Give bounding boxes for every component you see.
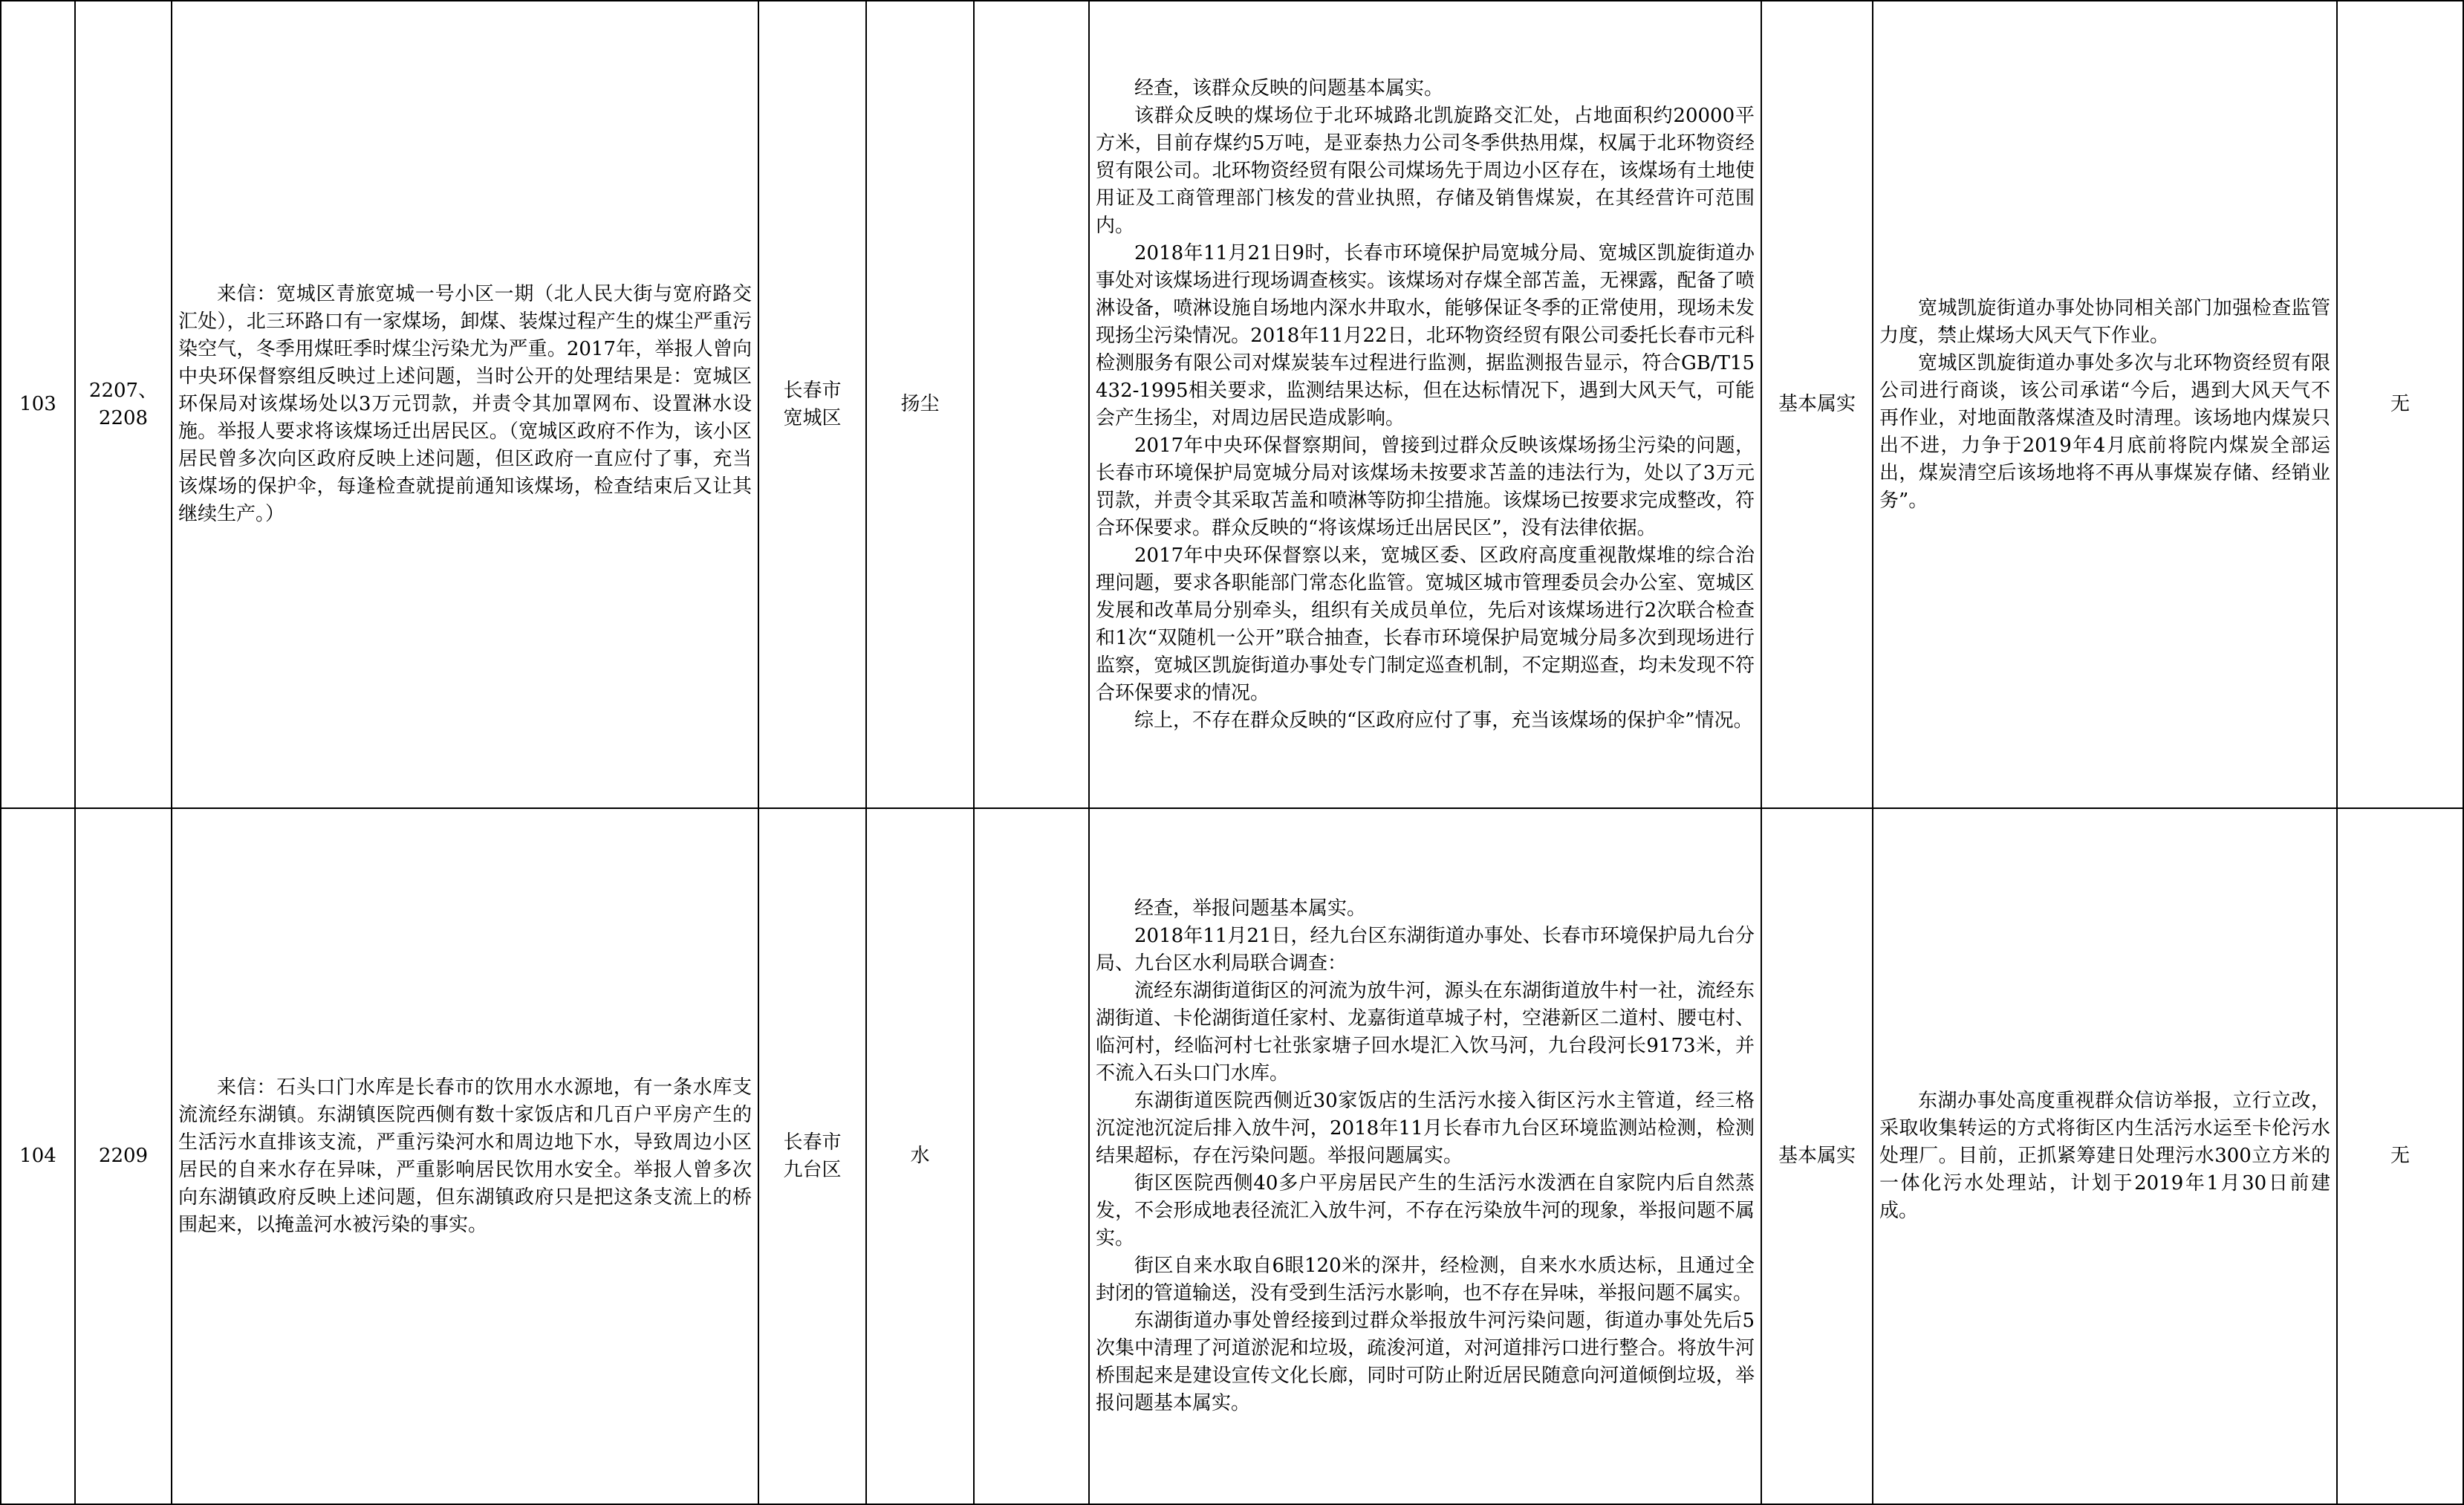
- table-row: [1, 1, 2464, 808]
- handling-paragraph: 东湖办事处高度重视群众信访举报，立行立改，采取收集转运的方式将街区内生活污水运至卡伦污水处理厂。目前，正抓紧筹建日处理污水300立方米的一体化污水处理站，计划于2019年1月30日前建成。: [1879, 1090, 2330, 1222]
- complaint-text: 来信：石头口门水库是长春市的饮用水水源地，有一条水库支流流经东湖镇。东湖镇医院西侧有数十家饭店和几百户平房产生的生活污水直排该支流，严重污染河水和周边地下水，导致周边小区居民的自来水存在异味，严重影响居民饮用水安全。举报人曾多次向东湖镇政府反映上述问题，但东湖镇政府只是把这条支流上的桥围起来，以掩盖河水被污染的事实。: [178, 1076, 752, 1236]
- investigation-paragraph: 2017年中央环保督察以来，宽城区委、区政府高度重视散煤堆的综合治理问题，要求各职能部门常态化监管。宽城区城市管理委员会办公室、宽城区发展和改革局分别牵头，组织有关成员单位，先后对该煤场进行2次联合检查和1次“双随机一公开”联合抽查，长春市环境保护局宽城分局多次到现场进行监察，宽城区凯旋街道办事处专门制定巡查机制，不定期巡查，均未发现不符合环保要求的情况。: [1096, 544, 1755, 704]
- case-id-cell: [75, 808, 172, 1504]
- accountability: 无: [2337, 808, 2463, 1504]
- investigation-paragraph: 街区医院西侧40多户平房居民产生的生活污水泼洒在自家院内后自然蒸发，不会形成地表径流汇入放牛河，不存在污染放牛河的现象，举报问题不属实。: [1096, 1172, 1755, 1249]
- investigation-paragraph: 2017年中央环保督察期间，曾接到过群众反映该煤场扬尘污染的问题，长春市环境保护局宽城分局对该煤场未按要求苫盖的违法行为，处以了3万元罚款，并责令其采取苫盖和喷淋等防抑尘措施。该煤场已按要求完成整改，符合环保要求。群众反映的“将该煤场迁出居民区”，没有法律依据。: [1096, 434, 1755, 539]
- blank-cell: [974, 808, 1089, 1504]
- investigation-cell: [1089, 1, 1761, 808]
- district-cell: [758, 1, 866, 808]
- finding-status: 基本属实: [1761, 1, 1873, 808]
- district-cell: [758, 808, 866, 1504]
- investigation-paragraph: 东湖街道办事处曾经接到过群众举报放牛河污染问题，街道办事处先后5次集中清理了河道淤泥和垃圾，疏浚河道，对河道排污口进行整合。将放牛河桥围起来是建设宣传文化长廊，同时可防止附近居民随意向河道倾倒垃圾，举报问题基本属实。: [1096, 1310, 1755, 1414]
- complaint-text: 来信：宽城区青旅宽城一号小区一期（北人民大街与宽府路交汇处），北三环路口有一家煤场，卸煤、装煤过程产生的煤尘严重污染空气，冬季用煤旺季时煤尘污染尤为严重。2017年，举报人曾向中央环保督察组反映过上述问题，当时公开的处理结果是：宽城区环保局对该煤场处以3万元罚款，并责令其加罩网布、设置淋水设施。举报人要求将该煤场迁出居民区。（宽城区政府不作为，该小区居民曾多次向区政府反映上述问题，但区政府一直应付了事，充当该煤场的保护伞，每逢检查就提前通知该煤场，检查结束后又让其继续生产。）: [178, 283, 752, 525]
- investigation-paragraph: 经查，该群众反映的问题基本属实。: [1134, 77, 1444, 100]
- investigation-cell: [1089, 808, 1761, 1504]
- investigation-paragraph: 东湖街道医院西侧近30家饭店的生活污水接入街区污水主管道，经三格沉淀池沉淀后排入放牛河，2018年11月长春市九台区环境监测站检测，检测结果超标，存在污染问题。举报问题属实。: [1096, 1090, 1755, 1167]
- case-id: 2207、: [88, 379, 158, 402]
- district-name: 宽城区: [783, 406, 842, 429]
- district-name: 九台区: [783, 1158, 842, 1181]
- investigation-paragraph: 街区自来水取自6眼120米的深井，经检测，自来水水质达标，且通过全封闭的管道输送，没有受到生活污水影响，也不存在异味，举报问题不属实。: [1096, 1255, 1755, 1304]
- investigation-paragraph: 该群众反映的煤场位于北环城路北凯旋路交汇处，占地面积约20000平方米，目前存煤约5万吨，是亚泰热力公司冬季供热用煤，权属于北环物资经贸有限公司。北环物资经贸有限公司煤场先于周边小区存在，该煤场有土地使用证及工商管理部门核发的营业执照，存储及销售煤炭，在其经营许可范围内。: [1096, 104, 1755, 237]
- district-city: 长春市: [783, 379, 842, 402]
- case-id: 2209: [98, 1145, 149, 1167]
- pollution-type: 水: [866, 808, 974, 1504]
- complaint-content-cell: [172, 1, 758, 808]
- investigation-paragraph: 经查，举报问题基本属实。: [1134, 897, 1367, 920]
- case-id-cell: [75, 1, 172, 808]
- handling-cell: [1873, 1, 2337, 808]
- handling-paragraph: 宽城凯旋街道办事处协同相关部门加强检查监管力度，禁止煤场大风天气下作业。: [1879, 296, 2330, 347]
- case-id: 2208: [98, 406, 149, 429]
- complaint-content-cell: [172, 808, 758, 1504]
- district-city: 长春市: [783, 1131, 842, 1154]
- blank-cell: [974, 1, 1089, 808]
- investigation-paragraph: 2018年11月21日9时，长春市环境保护局宽城分局、宽城区凯旋街道办事处对该煤场进行现场调查核实。该煤场对存煤全部苫盖，无裸露，配备了喷淋设备，喷淋设施自场地内深水井取水，能够保证冬季的正常使用，现场未发现扬尘污染情况。2018年11月22日，北环物资经贸有限公司委托长春市元科检测服务有限公司对煤炭装车过程进行监测，据监测报告显示，符合GB/T15432-1995相关要求，监测结果达标，但在达标情况下，遇到大风天气，可能会产生扬尘，对周边居民造成影响。: [1096, 241, 1755, 429]
- handling-cell: [1873, 808, 2337, 1504]
- table-row: [1, 808, 2464, 1504]
- pollution-type: 扬尘: [866, 1, 974, 808]
- finding-status: 基本属实: [1761, 808, 1873, 1504]
- row-number: 104: [1, 808, 75, 1504]
- investigation-paragraph: 综上，不存在群众反映的“区政府应付了事，充当该煤场的保护伞”情况。: [1134, 709, 1753, 732]
- investigation-paragraph: 流经东湖街道街区的河流为放牛河，源头在东湖街道放牛村一社，流经东湖街道、卡伦湖街道任家村、龙嘉街道草城子村，空港新区二道村、腰屯村、临河村，经临河村七社张家塘子回水堤汇入饮马河，九台段河长9173米，并不流入石头口门水库。: [1096, 980, 1755, 1085]
- handling-paragraph: 宽城区凯旋街道办事处多次与北环物资经贸有限公司进行商谈，该公司承诺“今后，遇到大风天气不再作业，对地面散落煤渣及时清理。该场地内煤炭只出不进，力争于2019年4月底前将院内煤炭全部运出，煤炭清空后该场地将不再从事煤炭存储、经销业务”。: [1879, 351, 2330, 512]
- investigation-paragraph: 2018年11月21日，经九台区东湖街道办事处、长春市环境保护局九台分局、九台区水利局联合调查：: [1096, 925, 1755, 975]
- accountability: 无: [2337, 1, 2463, 808]
- row-number: 103: [1, 1, 75, 808]
